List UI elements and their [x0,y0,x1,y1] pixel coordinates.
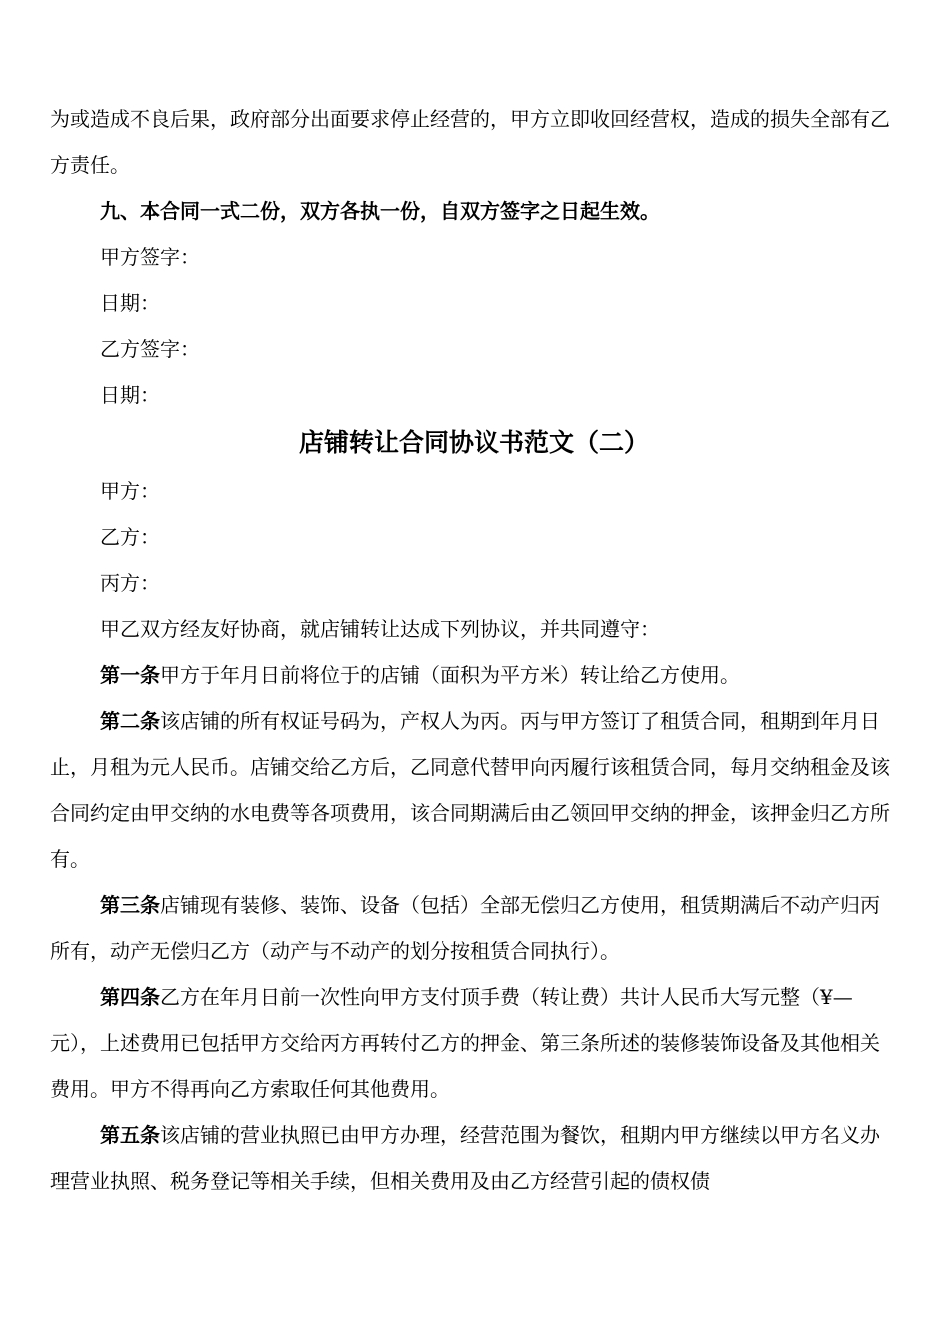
party-b-line: 乙方： [100,525,160,549]
article-5-label: 第五条 [100,1123,160,1147]
article-3-label: 第三条 [100,893,160,917]
clause-nine: 九、本合同一式二份，双方各执一份，自双方签字之日起生效。 [100,199,660,223]
party-a-line: 甲方： [100,479,160,503]
article-2-text: 该店铺的所有权证号码为，产权人为丙。丙与甲方签订了租赁合同，租期到年月日止，月租为元人民币。店铺交给乙方后，乙同意代替甲向丙履行该租赁合同，每月交纳租金及该合同约定由甲交纳的水电费等各项费用，该合同期满后由乙领回甲交纳的押金，该押金归乙方所有。 [50,709,890,871]
party-b-signature-line: 乙方签字： [100,337,200,361]
article-2 [50,698,898,882]
article-3-text: 店铺现有装修、装饰、设备（包括）全部无偿归乙方使用，租赁期满后不动产归丙所有，动产无偿归乙方（动产与不动产的划分按租赁合同执行）。 [50,893,880,963]
article-4-label: 第四条 [100,985,160,1009]
date-line-b: 日期： [100,383,160,407]
article-1-text: 甲方于年月日前将位于的店铺（面积为平方米）转让给乙方使用。 [160,663,740,687]
article-1-label: 第一条 [100,663,160,687]
document-page [50,96,898,1204]
party-c-line: 丙方： [100,571,160,595]
party-a-signature-line: 甲方签字： [100,245,200,269]
paragraph-continued: 为或造成不良后果，政府部分出面要求停止经营的，甲方立即收回经营权，造成的损失全部有乙方责任。 [50,107,890,177]
article-3 [50,882,898,974]
intro-paragraph: 甲乙双方经友好协商，就店铺转让达成下列协议，并共同遵守： [100,617,660,641]
article-4-text: 乙方在年月日前一次性向甲方支付顶手费（转让费）共计人民币大写元整（¥—元），上述费用已包括甲方交给丙方再转付乙方的押金、第三条所述的装修装饰设备及其他相关费用。甲方不得再向乙方索取任何其他费用。 [50,985,880,1101]
section-title: 店铺转让合同协议书范文（二） [298,428,649,457]
article-5 [50,1112,898,1204]
article-4 [50,974,898,1112]
article-2-label: 第二条 [100,709,160,733]
date-line-a: 日期： [100,291,160,315]
article-5-text: 该店铺的营业执照已由甲方办理，经营范围为餐饮，租期内甲方继续以甲方名义办理营业执照、税务登记等相关手续，但相关费用及由乙方经营引起的债权债 [50,1123,880,1193]
article-1 [50,652,898,698]
